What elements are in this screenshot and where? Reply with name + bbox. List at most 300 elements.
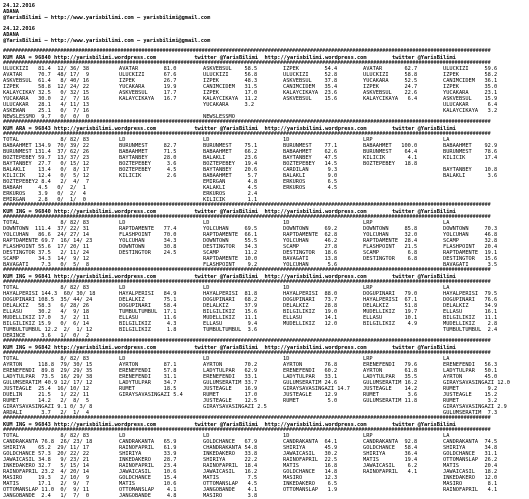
header-credit-2: @YarisBilimi — http://www.yarisbilimi.com — yarisbilimi@gmail.com <box>3 38 211 44</box>
column-cell: DELALKIZ 34.9 <box>443 303 498 309</box>
column-cell: LD <box>119 356 126 362</box>
column-cell: MATIS 10.6 <box>119 481 177 487</box>
column-cell: RAPTDAMENTE 10.0 <box>203 256 258 262</box>
header-city-2: ADANA <box>3 32 19 38</box>
column-cell: OTTOMANSLAP 4.1 <box>119 487 177 493</box>
column-cell: GOLDCHANCE 58.4 <box>363 445 418 451</box>
column-cell: GOLDCHANCE 31.1 <box>443 451 498 457</box>
column-cell: DESTINGTOR 15.6 <box>443 256 498 262</box>
column-cell: ERENEFENDI 60.2 <box>283 368 338 374</box>
column-cell: ULUCKIZI 52.8 <box>283 72 338 78</box>
total-cell: TOTAL 8/ 82/ 83 <box>3 433 90 439</box>
total-cell: JANGOBANDE 2.4 1/ 7/ 0 <box>3 493 90 499</box>
column-cell: IZPEK 17.0 <box>203 90 258 96</box>
separator-line: ################################################################################################################################################################## <box>3 48 491 54</box>
column-cell: RAPTDAMENTE 19.1 <box>443 250 498 256</box>
column-cell: AVATAR 62.7 <box>363 66 418 72</box>
column-cell: RUMET 17.0 <box>203 392 258 398</box>
total-cell: BALAKLI 13.4 0/ 8/ 17 <box>3 167 90 173</box>
column-cell: LA <box>443 356 450 362</box>
column-cell: GULUMSERATIM 7.3 <box>443 410 498 416</box>
column-cell: LD <box>203 220 210 226</box>
column-cell: YOLCUHAN 46.8 <box>443 232 498 238</box>
column-cell: ULUCAKAR 6.4 <box>443 102 498 108</box>
column-cell: TUMBULTUMBUL 3.6 <box>203 327 258 333</box>
total-cell: RAPTDAMENTE 69.7 16/ 14/ 23 <box>3 238 93 244</box>
column-cell: LD <box>119 220 126 226</box>
column-cell: ASKVEBSUL 15.9 <box>443 96 498 102</box>
column-cell: LRP <box>363 137 373 143</box>
column-cell: GIRAYSAVASINGAZI 2.5 <box>203 404 267 410</box>
column-cell: BABAAHMET 5.7 <box>203 173 258 179</box>
column-cell: IZPEK 48.3 <box>203 78 258 84</box>
column-cell: BOZTEPEBEY 19.4 <box>203 161 258 167</box>
column-cell: CANIMCIDEM 31.5 <box>203 84 258 90</box>
separator-line: ################################################################################################################################################################## <box>3 415 491 421</box>
section-title: KUM ING = 96841 http://yarisbilimi.wordpress.com twitter @YarisBilimi http://yarisbilimi.wordpress.com twitter @YarisBilimi <box>3 273 456 280</box>
column-cell: DESTINGTOR 34.3 <box>203 244 258 250</box>
column-cell: YUCAKARA 3.2 <box>203 102 255 108</box>
column-cell: AYRTON 76.8 <box>283 362 338 368</box>
total-cell: AYRTON 118.8 79/ 30/ 15 <box>3 362 93 368</box>
separator-line: ################################################################################################################################################################## <box>3 59 491 66</box>
total-cell: BOZTEPEBEY2 8.4 2/ 4/ 7 <box>3 179 90 185</box>
column-cell: YUCAKARA 19.9 <box>119 84 177 90</box>
column-cell: DOGUPINARI 68.2 <box>203 297 258 303</box>
column-cell: JUSTEAGLE 15.2 <box>443 392 498 398</box>
column-cell: BURUNMEST 77.1 <box>283 143 338 149</box>
column-cell: FLASHPOINT 20.4 <box>443 244 498 250</box>
column-cell: BILGILIKIZ 4.3 <box>119 321 177 327</box>
total-cell: HAYALPERISI 144.3 60/ 30/ 18 <box>3 291 96 297</box>
column-cell: LRP <box>363 356 373 362</box>
total-cell: DESTINGTOR 37.5 2/ 11/ 24 <box>3 250 90 256</box>
column-cell: LD <box>119 433 126 439</box>
column-cell: BABAAHMET 100.0 <box>363 143 418 149</box>
race-sections <box>3 49 529 499</box>
column-cell: IZPEK 24.7 <box>363 84 418 90</box>
column-cell: DESTINGTOR 24.5 <box>119 250 177 256</box>
column-cell: DOWNTOWN 30.8 <box>119 244 177 250</box>
section-title: KUM ARA = 96840 http://yarisbilimi.wordpress.com twitter @YarisBilimi http://yarisbilimi.wordpress.com twitter @YarisBilimi <box>3 54 456 61</box>
column-cell: IZPEK 54.4 <box>283 66 338 72</box>
total-cell: DERINCE 3.6 1/ 0/ 2 <box>3 333 90 339</box>
column-cell: JAWAICASIL 16.2 <box>203 469 258 475</box>
column-cell: ELLASU 10.1 <box>363 315 418 321</box>
column-cell: FLASHPOINT 70.0 <box>119 232 177 238</box>
column-cell: ELLASU 14.1 <box>283 315 338 321</box>
column-cell: KALAKLI 4.5 <box>203 185 258 191</box>
column-cell: YOLCUHAN 5.6 <box>283 262 338 268</box>
column-cell: TUMBULTUMBUL 2.4 <box>443 327 498 333</box>
separator-line: ################################################################################################################################################################## <box>3 426 491 433</box>
column-cell: GIRAYSAVASINGAZI 14.7 <box>283 386 350 392</box>
column-cell: BOZTEPEBEY 18.8 <box>363 161 418 167</box>
column-cell: GULUMSERATIM 16.2 <box>363 380 418 386</box>
total-cell: CANDRAKANTA 76.8 26/ 23/ 18 <box>3 439 93 445</box>
column-cell: MUDELLIKIZ 2.8 <box>443 321 498 327</box>
separator-line: ################################################################################################################################################################## <box>3 349 491 356</box>
column-cell: BILGILIKIZ 15.6 <box>203 309 258 315</box>
column-cell: 1D <box>283 220 290 226</box>
column-cell: LADYTULPAR 50.1 <box>443 368 498 374</box>
header-date-2: 24.12.2016 <box>3 26 35 32</box>
total-cell: ARDALI 3.7 2/ 1/ 4 <box>3 410 90 416</box>
total-cell: BILGILIKIZ 15.9 0/ 6/ 14 <box>3 321 90 327</box>
total-cell: MUDELLIKIZ 17.0 3/ 2/ 11 <box>3 315 90 321</box>
column-cell: DELALKIZ 37.9 <box>203 303 258 309</box>
column-cell: IZPEK 35.0 <box>443 84 498 90</box>
column-cell: SCAMP 27.8 <box>283 244 338 250</box>
column-cell: GOLDCHANCE 15.4 <box>119 475 177 481</box>
column-cell: JUSTEAGLE 12.5 <box>203 398 258 404</box>
total-cell: RAINOFAPRIL 23.2 4/ 20/ 14 <box>3 469 90 475</box>
column-cell: CANDRAKANTA 74.5 <box>443 439 498 445</box>
total-cell: KILICIK 12.4 0/ 5/ 12 <box>3 173 90 179</box>
total-cell: SHIRIYA 65.2 29/ 11/ 17 <box>3 445 90 451</box>
column-cell: SCAMP 32.8 <box>443 238 498 244</box>
total-cell: BAVAGATI 7.3 0/ 5/ 8 <box>3 262 90 268</box>
column-cell: CANDRAKANTA 92.8 <box>363 439 418 445</box>
column-cell: AYRTON 87.1 <box>119 362 177 368</box>
total-cell: BOZTEPEBEY 59.7 13/ 37/ 23 <box>3 155 90 161</box>
total-cell: DUELIN 21.5 1/ 22/ 11 <box>3 392 90 398</box>
column-cell: MATIS 16.8 <box>283 463 338 469</box>
total-cell: FLASHPOINT 55.6 17/ 20/ 11 <box>3 244 90 250</box>
column-cell: ELLASU 16.1 <box>443 309 498 315</box>
column-cell: ULUCKIZI 59.6 <box>443 66 498 72</box>
section-title: KUM ING = 96843 http://yarisbilimi.wordpress.com twitter @YarisBilimi http://yarisbilimi.wordpress.com twitter @YarisBilimi <box>3 421 456 428</box>
total-cell: GULUMSERATIM 40.9 12/ 17/ 12 <box>3 380 93 386</box>
total-cell: DELALKIZ 58.3 6/ 28/ 26 <box>3 303 90 309</box>
column-cell: INKEDAKERO 12.0 <box>443 475 498 481</box>
column-cell: TUMBULTUMBUL 17.1 <box>119 309 177 315</box>
column-cell: 1D <box>283 137 290 143</box>
column-cell: MASIRO 8.1 <box>443 481 498 487</box>
column-cell: CANDRAKANTA 65.9 <box>119 439 177 445</box>
total-cell: SCAMP 34.3 14/ 9/ 12 <box>3 256 90 262</box>
column-cell: INKEDAKERO 33.8 <box>203 451 258 457</box>
total-cell: TOTAL 8/ 82/ 83 <box>3 137 90 143</box>
column-cell: BURUNMEST 75.1 <box>203 143 258 149</box>
column-cell: GULUMSERATIM 24.6 <box>283 380 338 386</box>
column-cell: SHIRIYA 36.4 <box>363 451 418 457</box>
total-cell: ASKVEBSUL 61.4 8/ 40/ 16 <box>3 78 90 84</box>
total-cell: DOWNTOWN 111.4 37/ 22/ 31 <box>3 226 90 232</box>
separator-line: ################################################################################################################################################################## <box>3 338 491 344</box>
column-cell: BILGILIKIZ 1.8 <box>119 327 177 333</box>
section-title: KUM ARA = 96843 http://yarisbilimi.wordpress.com twitter @YarisBilimi http://yarisbilimi.wordpress.com twitter @YarisBilimi <box>3 125 456 132</box>
column-cell: ERKUROS 2.4 <box>203 191 258 197</box>
column-cell: KILICIK 17.4 <box>443 155 498 161</box>
race-section <box>3 339 529 416</box>
column-cell: HAYALPERISI 88.0 <box>283 291 338 297</box>
total-cell: YOLCUHAN 86.6 24/ 27/ 14 <box>3 232 90 238</box>
column-cell: MATIS 20.4 <box>443 463 498 469</box>
column-cell: ERKUROS 4.5 <box>283 185 338 191</box>
column-cell: ASKVEBSUL 37.8 <box>283 78 338 84</box>
total-cell: INKEDAKERO 32.7 5/ 15/ 14 <box>3 463 90 469</box>
column-cell: MATIS 7.5 <box>203 475 258 481</box>
total-cell: TOTAL 8/ 82/ 83 <box>3 220 90 226</box>
section-title: KUM ING = 96840 http://yarisbilimi.wordpress.com twitter @YarisBilimi http://yarisbilimi.wordpress.com twitter @YarisBilimi <box>3 208 456 215</box>
total-cell: KALAYCIKAY 32.5 0/ 32/ 15 <box>3 90 90 96</box>
column-cell: GULUMSERATIM 33.7 <box>203 380 258 386</box>
column-cell: RUMET 9.2 <box>443 386 498 392</box>
header-city: ADANA <box>3 9 19 15</box>
column-cell: HAYALPERISI 81.8 <box>203 291 258 297</box>
column-cell: LADYTULPAR 33.1 <box>283 374 338 380</box>
column-cell: ULUCKIZI 56.8 <box>203 72 258 78</box>
column-cell: OTTOMANSLAP 1.9 <box>283 487 338 493</box>
column-cell: JAWAICASIL 30.2 <box>283 451 338 457</box>
column-cell: JUSTEAGLE 16.9 <box>203 386 258 392</box>
column-cell: 1D <box>283 285 290 291</box>
column-cell: LA <box>443 137 450 143</box>
column-cell: ERENEFENDI 56.3 <box>443 362 498 368</box>
column-cell: ERENEFENDI 79.6 <box>363 362 418 368</box>
column-cell: GIRAYSAVASINGAZI 2.9 <box>443 404 507 410</box>
column-cell: HAYALPERISI 67.1 <box>363 297 418 303</box>
total-cell: AVATAR 70.7 48/ 17/ 9 <box>3 72 90 78</box>
column-cell: KILICIK 2.6 <box>119 173 177 179</box>
column-cell: DOWNTOWN 85.8 <box>363 226 418 232</box>
column-cell: KILICIK 1.1 <box>203 197 258 203</box>
column-cell: KALAYCIKAYA 23.6 <box>283 90 338 96</box>
column-cell: LD <box>119 137 126 143</box>
column-cell: BAVAGATI 3.5 <box>443 262 498 268</box>
column-cell: DESTINGTOR 6.8 <box>363 256 418 262</box>
separator-line: ################################################################################################################################################################## <box>3 213 491 220</box>
total-cell: NEWSLESSMO 9.7 0/ 0/ 0 <box>3 114 90 120</box>
column-cell: LADYTULPAR 35.5 <box>363 374 418 380</box>
column-cell: OTTOMANSLAP 4.5 <box>203 481 258 487</box>
column-cell: BALAKLI 23.6 <box>203 155 258 161</box>
column-cell: BOZTEPEBEY 3.6 <box>119 161 177 167</box>
header-date: 24.12.2016 <box>3 3 35 9</box>
column-cell: ERENEFENDI 33.1 <box>203 374 258 380</box>
column-cell: GULUMSERATIM 11.8 <box>363 398 418 404</box>
total-cell: MATIS 17.1 2/ 9/ 7 <box>3 481 90 487</box>
total-cell: LADYTULPAR 73.5 16/ 29/ 38 <box>3 374 93 380</box>
column-cell: ERENEFENDI 31.1 <box>119 374 177 380</box>
column-cell: KILICIK 4.1 <box>363 155 418 161</box>
column-cell: ELLASU 9.4 <box>203 321 258 327</box>
column-cell: MATIS 19.4 <box>363 457 418 463</box>
table-row <box>3 493 526 499</box>
column-cell: NEWSLESSMO <box>203 114 235 120</box>
column-cell: ULUCKIZI 67.6 <box>119 72 177 78</box>
total-cell: IZPEK 58.8 12/ 24/ 22 <box>3 84 90 90</box>
column-cell: AVATAR 81.0 <box>119 66 177 72</box>
column-cell: BAYTANBEY 47.5 <box>283 155 338 161</box>
column-cell: LRP <box>363 285 373 291</box>
column-cell: BABAAHMET 62.6 <box>283 149 338 155</box>
column-cell: BURUNMEST 64.4 <box>363 149 418 155</box>
column-cell: MASIRO 3.8 <box>203 493 258 499</box>
column-cell: RAPTDAMENTE 66.1 <box>203 232 258 238</box>
total-cell: GOLDCHANCE 57.3 20/ 22/ 22 <box>3 451 90 457</box>
column-cell: SHIRIYA 34.8 <box>443 445 498 451</box>
column-cell: 1D <box>283 433 290 439</box>
column-cell: KALAYCIKAYA 16.7 <box>119 96 177 102</box>
column-cell: LD <box>203 285 210 291</box>
column-cell: OTTOMANSLAP 26.2 <box>443 457 498 463</box>
separator-line: ################################################################################################################################################################## <box>3 130 491 137</box>
column-cell: RAINOFAPRIL 23.4 <box>119 463 177 469</box>
column-cell: BAYTANBEY 28.0 <box>119 155 177 161</box>
column-cell: BOZTEPEBEY 4.5 <box>119 167 177 173</box>
column-cell: YOLCUHAN 69.5 <box>203 226 258 232</box>
total-cell: ULUCAKAR 28.1 4/ 11/ 13 <box>3 102 90 108</box>
race-section <box>3 120 529 203</box>
column-cell: DOGUPINARI 73.7 <box>283 297 338 303</box>
total-cell: ULUCKIZI 81.4 12/ 36/ 38 <box>3 66 90 72</box>
column-cell: ASKVEBSUL 17.7 <box>119 90 177 96</box>
column-cell: LADYTULPAR 62.9 <box>203 368 258 374</box>
column-cell: YOLCUHAN 34.3 <box>119 238 177 244</box>
column-cell: HAYALPERISI 84.9 <box>119 291 177 297</box>
column-cell: AYRTON 70.2 <box>203 362 258 368</box>
column-cell: JAWAICASIL 18.2 <box>443 469 498 475</box>
column-cell: CANIMCIDEM 35.4 <box>283 84 338 90</box>
total-cell: RUMET 14.2 2/ 8/ 5 <box>3 398 90 404</box>
column-cell: GOLDCHANCE 14.8 <box>283 469 338 475</box>
race-section <box>3 416 529 499</box>
column-cell: JANGOBANDE 4.1 <box>203 487 258 493</box>
column-cell: JUSTEAGLE 12.9 <box>283 392 338 398</box>
column-cell: YUCAKARA 23.1 <box>443 90 498 96</box>
column-cell: RUMET 5.0 <box>283 398 338 404</box>
column-cell: DOWNTOWN 70.3 <box>443 226 498 232</box>
column-cell: ULUCKIZI 58.8 <box>363 72 418 78</box>
column-cell: BABAAHMET 92.9 <box>443 143 498 149</box>
column-cell: BOZTEPEBEY 14.5 <box>283 161 338 167</box>
column-cell: RAPTDAMENTE 62.8 <box>283 232 338 238</box>
total-cell: ERKUROS 3.9 0/ 2/ 4 <box>3 191 86 197</box>
total-cell: ERENEFENDI 89.8 29/ 29/ 35 <box>3 368 93 374</box>
column-cell: LD <box>203 137 210 143</box>
total-cell: TOTAL 8/ 82/ 83 <box>3 356 90 362</box>
column-cell: DOGUPINARI 79.0 <box>363 291 418 297</box>
total-cell: TOTAL 8/ 82/ 83 <box>3 285 90 291</box>
column-cell: DOGUPINARI 76.6 <box>443 297 498 303</box>
column-cell: RUMET 3.6 <box>363 392 418 398</box>
column-cell: CANIMCIDEM 36.1 <box>443 78 498 84</box>
column-cell: JANGOBANDE 4.8 <box>119 493 177 499</box>
column-cell: SCAMP 6.8 <box>363 250 418 256</box>
column-cell: SHIRIYA 22.2 <box>203 457 258 463</box>
total-cell: OTTOMANSLAP 11.0 0/ 9/ 11 <box>3 487 90 493</box>
column-cell: ASKVEBSUL 15.6 <box>283 96 338 102</box>
column-cell: FLASHPOINT 9.2 <box>203 262 258 268</box>
column-cell: MUDELLIKIZ 11.1 <box>203 315 258 321</box>
race-section <box>3 49 529 120</box>
separator-line: ################################################################################################################################################################## <box>3 267 491 273</box>
column-cell: EMIRGAN 4.8 <box>203 179 258 185</box>
column-cell: LD <box>119 285 126 291</box>
column-cell: LA <box>443 285 450 291</box>
column-cell: BABAAHMET 71.5 <box>119 149 177 155</box>
column-cell: IZPEK 26.7 <box>119 78 177 84</box>
header-credit: @YarisBilimi — http://www.yarisbilimi.com — yarisbilimi@gmail.com <box>3 15 211 21</box>
column-cell: BILGILIKIZ 11.1 <box>443 315 498 321</box>
column-cell: BAVAGATI 13.8 <box>283 256 338 262</box>
column-cell: ERKUROS 6.5 <box>283 179 338 185</box>
column-cell: DOWNTOWN 69.2 <box>283 226 338 232</box>
column-cell: RAINOFAPRIL 4.1 <box>363 469 418 475</box>
total-cell: JAWAICASIL 34.8 9/ 23/ 21 <box>3 457 90 463</box>
column-cell: FLASHPOINT 21.5 <box>363 244 418 250</box>
column-cell: DOGUPINARI 58.4 <box>119 303 177 309</box>
column-cell: RAPTDAMENTE 28.4 <box>363 238 418 244</box>
column-cell: CARDILAN 9.3 <box>283 167 338 173</box>
separator-line: ################################################################################################################################################################## <box>3 119 491 125</box>
column-cell: RUMET 18.5 <box>119 386 177 392</box>
column-cell: SHIRIYA 33.9 <box>119 451 177 457</box>
section-title: KUM ING = 96842 http://yarisbilimi.wordpress.com twitter @YarisBilimi http://yarisbilimi.wordpress.com twitter @YarisBilimi <box>3 344 456 351</box>
total-cell: BABAAHMET 134.9 70/ 39/ 22 <box>3 143 90 149</box>
column-cell: GIRAYSAVASINGAZI 12.0 <box>443 380 510 386</box>
column-cell: JAWAICASIL 6.2 <box>363 463 418 469</box>
column-cell: MUDELLIKIZ 19.7 <box>363 309 418 315</box>
race-section <box>3 268 529 339</box>
total-cell: BURUNMEST 131.4 37/ 62/ 26 <box>3 149 90 155</box>
column-cell: BURUNMEST 82.7 <box>119 143 177 149</box>
column-cell: YOLCUHAN 32.0 <box>363 232 418 238</box>
column-cell: SHIRIYA 45.9 <box>283 445 338 451</box>
column-cell: DOWNTOWN 55.5 <box>203 238 258 244</box>
column-cell: MUDELLIKIZ 12.0 <box>283 321 338 327</box>
column-cell: CHANDRAKANTA 54.8 <box>203 445 258 451</box>
total-cell: MASIRO 19.3 2/ 10/ 9 <box>3 475 90 481</box>
column-cell: SCAMP 11.2 <box>203 250 258 256</box>
total-cell: ELLASU 30.2 4/ 9/ 18 <box>3 309 90 315</box>
column-cell: LRP <box>363 220 373 226</box>
separator-line: ################################################################################################################################################################## <box>3 278 491 285</box>
column-cell: KALAYCIKAYA 11.2 <box>203 96 258 102</box>
column-cell: CANDRAKANTA 64.1 <box>283 439 338 445</box>
column-cell: HAYALPERISI 79.5 <box>443 291 498 297</box>
column-cell: RAPTDAMENTE 77.4 <box>119 226 177 232</box>
column-cell: RAINOFAPRIL 61.9 <box>119 445 177 451</box>
column-cell: DELALKIZ 28.8 <box>283 303 338 309</box>
column-cell: RAINOFAPRIL 18.4 <box>203 463 258 469</box>
total-cell: DOGUPINARI 108.5 35/ 44/ 24 <box>3 297 93 303</box>
column-cell: LD <box>203 433 210 439</box>
total-cell: BAYTANBEY 27.7 0/ 15/ 12 <box>3 161 90 167</box>
column-cell: BAYTANBEY 10.8 <box>443 167 498 173</box>
column-cell: INKEDAKERO 6.5 <box>283 481 338 487</box>
column-cell: LA <box>443 220 450 226</box>
race-section <box>3 203 529 268</box>
column-cell: BILGILIKIZ 4.9 <box>363 321 418 327</box>
column-cell: RUMET 3.2 <box>443 398 498 404</box>
column-cell: RAINOFAPRIL 22.5 <box>283 457 338 463</box>
column-cell: ASKVEBSUL 22.6 <box>363 90 418 96</box>
total-cell: BABAAH 4.5 0/ 2/ 1 <box>3 185 86 191</box>
separator-line: ################################################################################################################################################################## <box>3 202 491 208</box>
column-cell: JUSTEAGLE 14.2 <box>363 386 418 392</box>
column-cell: LD <box>203 356 210 362</box>
column-cell: ELLASU 11.6 <box>119 315 177 321</box>
column-cell: BILGILIKIZ 19.0 <box>283 309 338 315</box>
column-cell: YUCAKARA 52.5 <box>363 78 418 84</box>
column-cell: LA <box>443 433 450 439</box>
total-cell: YUCAKARA 30.0 2/ 7/ 16 <box>3 96 90 102</box>
column-cell: BURUNMEST 78.6 <box>443 149 498 155</box>
total-cell: EMIRGAN 2.8 0/ 1/ 0 <box>3 197 86 203</box>
